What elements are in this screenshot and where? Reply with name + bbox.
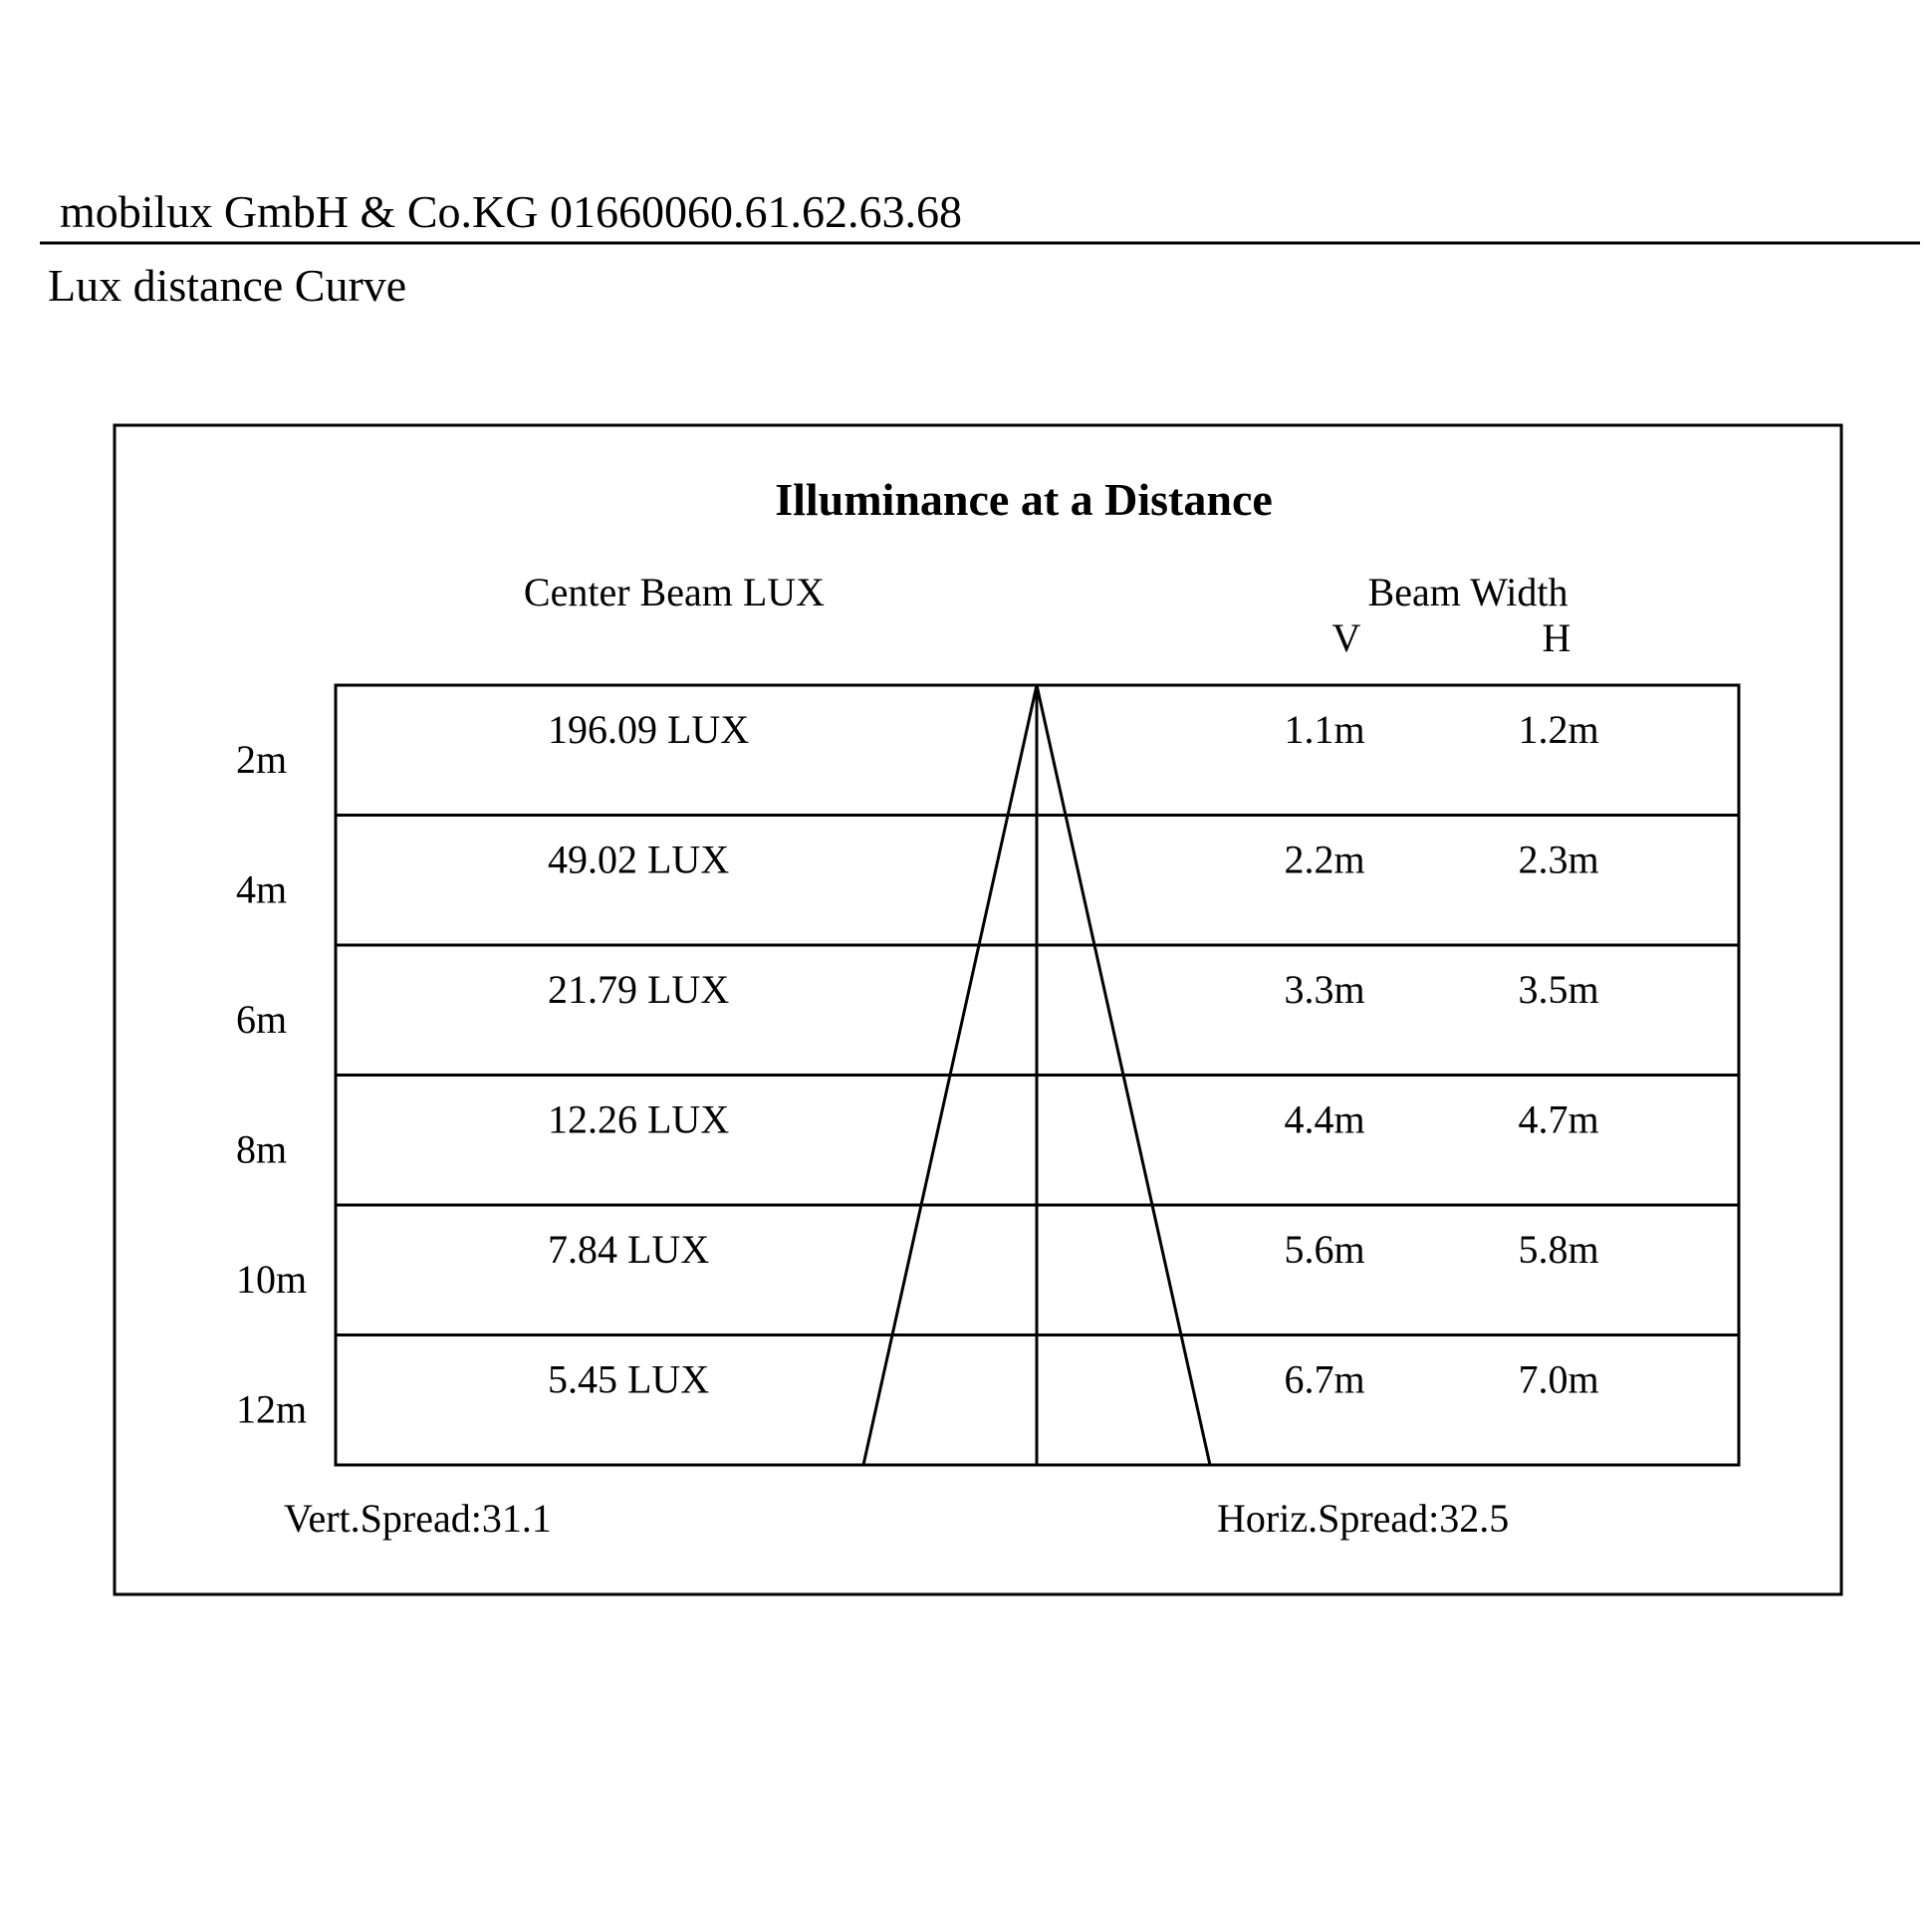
table-row xyxy=(236,838,1599,912)
beam-width-v: 3.3m xyxy=(1284,967,1365,1012)
distance-label: 8m xyxy=(236,1126,288,1172)
lux-value: 21.79 LUX xyxy=(548,967,730,1012)
distance-label: 4m xyxy=(236,866,288,912)
vert-spread-label: Vert.Spread:31.1 xyxy=(284,1496,552,1541)
table-row xyxy=(236,1357,1599,1432)
beam-width-v: 1.1m xyxy=(1284,707,1365,752)
beam-width-h: 7.0m xyxy=(1518,1356,1599,1402)
beam-width-v: 4.4m xyxy=(1284,1096,1365,1142)
beam-width-h: 1.2m xyxy=(1518,707,1599,752)
page-subtitle: Lux distance Curve xyxy=(48,260,407,311)
table-row xyxy=(236,707,1599,782)
beam-width-v: 5.6m xyxy=(1284,1227,1365,1272)
chart-title: Illuminance at a Distance xyxy=(775,474,1273,525)
horiz-spread-label: Horiz.Spread:32.5 xyxy=(1217,1496,1510,1541)
distance-label: 2m xyxy=(236,737,288,782)
table-row xyxy=(236,1227,1599,1302)
beam-width-h: 2.3m xyxy=(1518,837,1599,882)
column-header-beam-width: Beam Width xyxy=(1367,570,1569,614)
beam-width-v: 6.7m xyxy=(1284,1356,1365,1402)
column-header-lux: Center Beam LUX xyxy=(523,570,826,614)
lux-value: 49.02 LUX xyxy=(548,837,730,882)
manufacturer-line: mobilux GmbH & Co.KG 01660060.61.62.63.68 xyxy=(60,186,962,237)
distance-label: 10m xyxy=(236,1257,308,1302)
beam-width-v: 2.2m xyxy=(1284,837,1365,882)
table-row xyxy=(236,1097,1599,1172)
beam-width-h: 3.5m xyxy=(1518,967,1599,1012)
lux-value: 12.26 LUX xyxy=(548,1096,730,1142)
lux-value: 196.09 LUX xyxy=(548,707,750,752)
lux-value: 5.45 LUX xyxy=(548,1356,710,1402)
beam-width-h: 4.7m xyxy=(1518,1096,1599,1142)
distance-label: 12m xyxy=(236,1386,308,1432)
column-header-horizontal: H xyxy=(1542,615,1571,660)
table-row xyxy=(236,967,1599,1042)
beam-width-h: 5.8m xyxy=(1518,1227,1599,1272)
lux-value: 7.84 LUX xyxy=(548,1227,710,1272)
column-header-vertical: V xyxy=(1331,615,1361,660)
distance-label: 6m xyxy=(236,997,288,1042)
